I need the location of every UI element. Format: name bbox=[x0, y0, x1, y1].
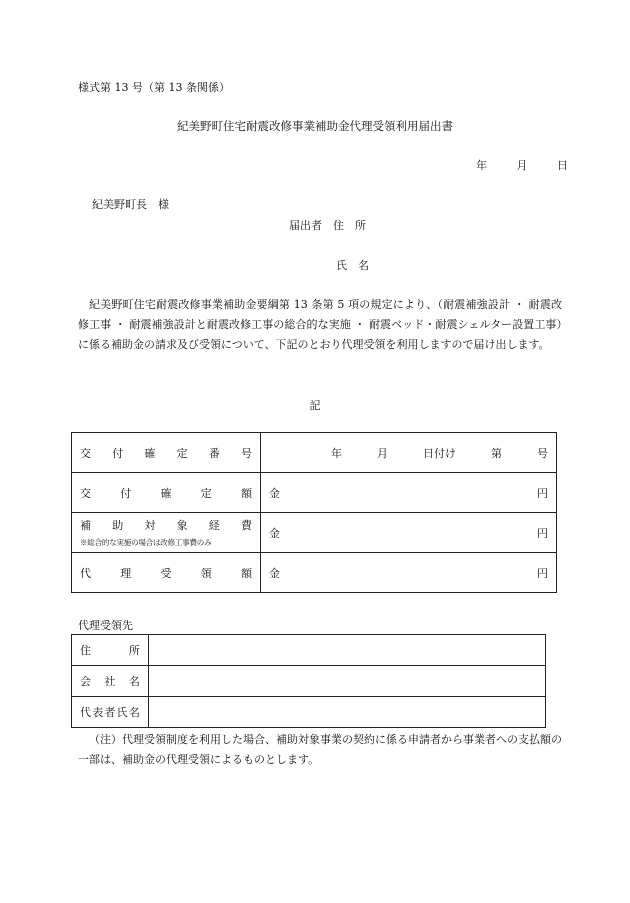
applicant-name-label: 氏 名 bbox=[336, 259, 369, 272]
ki-heading: 記 bbox=[309, 399, 321, 412]
table-row bbox=[72, 553, 557, 593]
row-label: 交 付 確 定 額 bbox=[72, 473, 261, 513]
row-label: 代 表 者 氏 名 bbox=[72, 697, 149, 728]
proxy-amount-field[interactable]: 金 円 bbox=[261, 553, 557, 593]
grant-amount-field[interactable]: 金 円 bbox=[261, 473, 557, 513]
agent-company-field[interactable] bbox=[148, 666, 545, 697]
eligible-cost-note: ※総合的な実施の場合は改修工事費のみ bbox=[80, 538, 212, 547]
row-label: 補 助 対 象 経 費 ※総合的な実施の場合は改修工事費のみ bbox=[72, 513, 261, 553]
eligible-cost-field[interactable]: 金 円 bbox=[261, 513, 557, 553]
agent-table bbox=[71, 634, 546, 728]
document-title: 紀美野町住宅耐震改修事業補助金代理受領利用届出書 bbox=[177, 119, 453, 133]
agent-representative-field[interactable] bbox=[148, 697, 545, 728]
table-row bbox=[72, 635, 546, 666]
row-label: 代 理 受 領 額 bbox=[72, 553, 261, 593]
row-label: 会 社 名 bbox=[72, 666, 149, 697]
table-row bbox=[72, 666, 546, 697]
row-label: 交 付 確 定 番 号 bbox=[72, 433, 261, 473]
form-number: 様式第 13 号（第 13 条関係） bbox=[78, 81, 230, 94]
grant-number-field[interactable]: 年 月 日付け 第 号 bbox=[261, 433, 557, 473]
footnote: （注）代理受領制度を利用した場合、補助対象事業の契約に係る申請者から事業者への支払額の一部は、補助金の代理受領によるものとします。 bbox=[78, 733, 562, 766]
date-year: 年 bbox=[476, 159, 487, 172]
addressee: 紀美野町長 様 bbox=[92, 198, 169, 211]
date-month: 月 bbox=[516, 159, 528, 172]
applicant-address-label: 届出者 住 所 bbox=[289, 219, 366, 232]
agent-section-title: 代理受領先 bbox=[78, 619, 133, 632]
body-paragraph: 紀美野町住宅耐震改修事業補助金要綱第 13 条第 5 項の規定により、（耐震補強設計 ・ 耐震改修工事 ・ 耐震補強設計と耐震改修工事の総合的な実施 ・ 耐震ベッド・耐震シェルター設置工事）に係る補助金の請求及び受領について、下記のとおり代理受領を利用しますので届け出します。 bbox=[78, 298, 562, 351]
grant-table bbox=[71, 432, 557, 593]
table-row bbox=[72, 473, 557, 513]
date-day: 日 bbox=[557, 159, 568, 172]
table-row bbox=[72, 433, 557, 473]
row-label: 住 所 bbox=[72, 635, 149, 666]
table-row bbox=[72, 513, 557, 553]
agent-address-field[interactable] bbox=[148, 635, 545, 666]
table-row bbox=[72, 697, 546, 728]
submission-date bbox=[450, 157, 568, 173]
